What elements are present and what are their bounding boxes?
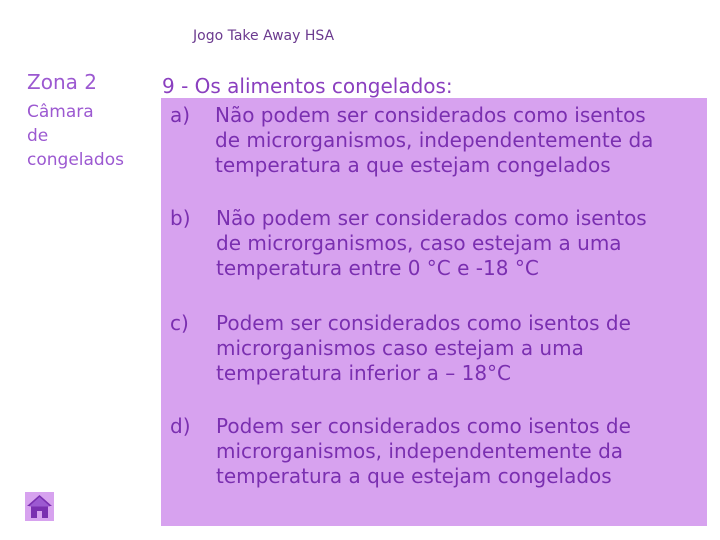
- answer-letter: d): [170, 414, 191, 438]
- answer-letter: b): [170, 206, 191, 230]
- answer-text: Podem ser considerados como isentos de microrganismos caso estejam a uma temperatura inferior a – 18°C: [216, 311, 631, 385]
- answers-panel: [161, 98, 707, 526]
- answer-option-d[interactable]: [170, 414, 705, 494]
- answer-option-c[interactable]: [170, 311, 705, 391]
- answer-text: Não podem ser considerados como isentos de microrganismos, caso estejam a uma temperatura entre 0 °C e -18 °C: [216, 206, 647, 280]
- home-icon: [25, 492, 54, 521]
- answer-text: Podem ser considerados como isentos de microrganismos, independentemente da temperatura a que estejam congelados: [216, 414, 631, 488]
- game-title: Jogo Take Away HSA: [193, 28, 335, 44]
- answer-letter: a): [170, 103, 191, 127]
- zone-sublabel: Câmara de congelados: [27, 102, 124, 170]
- answer-option-b[interactable]: [170, 206, 705, 286]
- answer-letter: c): [170, 311, 189, 335]
- question-text: 9 - Os alimentos congelados:: [162, 74, 453, 98]
- home-button[interactable]: [25, 492, 54, 521]
- zone-label: Zona 2: [27, 70, 97, 94]
- answer-option-a[interactable]: [170, 103, 705, 183]
- answer-text: Não podem ser considerados como isentos de microrganismos, independentemente da temperatura a que estejam congelados: [215, 103, 654, 177]
